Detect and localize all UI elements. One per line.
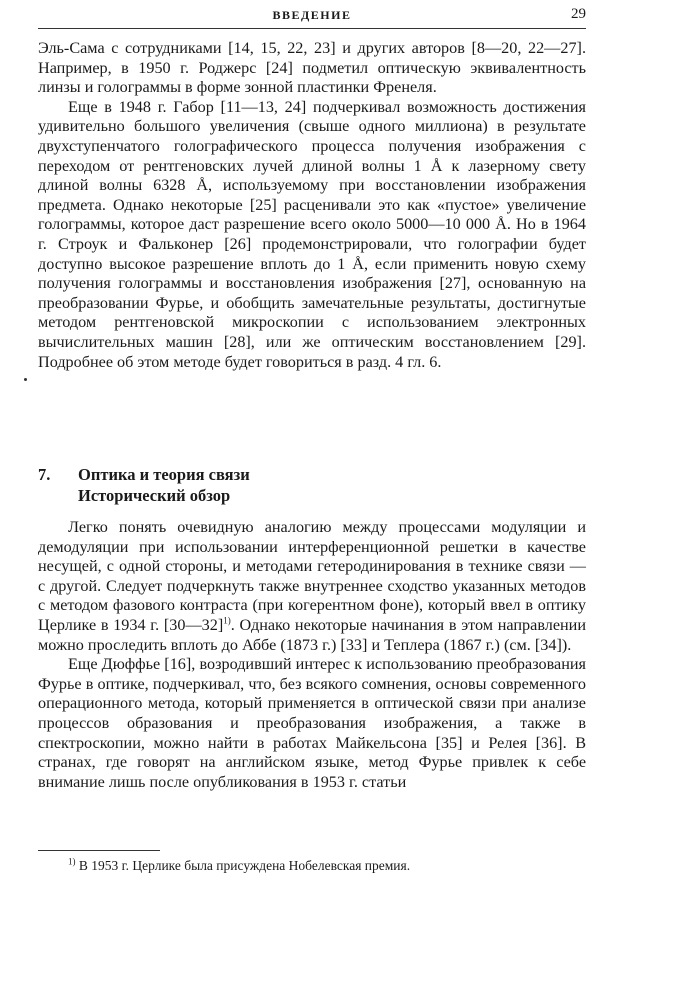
section-title-line2: Исторический обзор — [78, 486, 231, 505]
paragraph-analogy — [38, 518, 586, 655]
footnote — [68, 857, 588, 874]
section-heading — [38, 464, 586, 506]
paragraph-continued: Эль-Сама с сотрудниками [14, 15, 22, 23] и других авторов [8—20, 22—27]. Например, в 1950 г. Роджерс [24] подметил оптическую эквивалентность линзы и голограммы в форме зонной пластинки Френеля. — [38, 39, 586, 97]
section-title-line1: Оптика и теория связи — [78, 465, 250, 484]
footnote-text: В 1953 г. Церлике была присуждена Нобелевская премия. — [75, 858, 411, 873]
paragraph-duffieux: Еще Дюффье [16], возродивший интерес к использованию преобразования Фурье в оптике, подчеркивал, что, без всякого сомнения, основы современного операционного метода, который применяется в оптической связи при анализе процессов образования и преобразования изображения, а также в спектроскопии, можно найти в работах Майкельсона [35] и Релея [36]. В странах, где говорят на английском языке, метод Фурье привлек к себе внимание лишь после опубликования в 1953 г. статьи — [38, 655, 586, 791]
footnote-divider — [38, 850, 160, 851]
intro-text-block — [38, 39, 586, 372]
margin-dot — [24, 378, 27, 381]
page-number: 29 — [571, 6, 586, 22]
paragraph-gabor: Еще в 1948 г. Габор [11—13, 24] подчеркивал возможность достижения удивительно большого увеличения (свыше одного миллиона) в результате двухступенчатого голографического процесса получения изображения с переходом от рентгеновских лучей длиной волны 1 Å к лазерному свету длиной волны 6328 Å, используемому при восстановлении изображения предмета. Однако некоторые [25] расценивали это как «пустое» увеличение голограммы, которое даст разрешение всего около 5000—10 000 Å. Но в 1964 г. Строук и Фальконер [26] продемонстрировали, что голографии будет доступно высокое разрешение вплоть до 1 Å, если применить новую схему получения голограммы и восстановления изображения [27], основанную на преобразовании Фурье, и обобщить замечательные результаты, достигнутые методом рентгеновской микроскопии с использованием электронных вычислительных машин [28], или же оптическим восстановлением [29]. Подробнее об этом методе будет говориться в разд. 4 гл. 6. — [38, 97, 586, 371]
footnote-mark: 1) — [68, 856, 76, 867]
section-text-block — [38, 518, 586, 792]
running-header — [38, 6, 586, 29]
paragraph-analogy-text-end: . Однако некоторые начинания в этом направлении можно проследить вплоть до Аббе (1873 г.) [33] и Теплера (1867 г.) (см. [34]). — [38, 615, 586, 654]
footnote-reference[interactable]: 1) — [223, 615, 231, 626]
running-title: ВВЕДЕНИЕ — [272, 8, 352, 22]
section-number: 7. — [38, 465, 51, 484]
paragraph-analogy-text: Легко понять очевидную аналогию между процессами модуляции и демодуляции при использовании интерференционной решетки в качестве несущей, с одной стороны, и методами гетеродинирования в технике связи — с другой. Следует подчеркнуть также внутреннее сходство указанных методов с методом фазового контраста (при когерентном фоне), который ввел в оптику Церлике в 1934 г. [30—32] — [38, 518, 586, 634]
